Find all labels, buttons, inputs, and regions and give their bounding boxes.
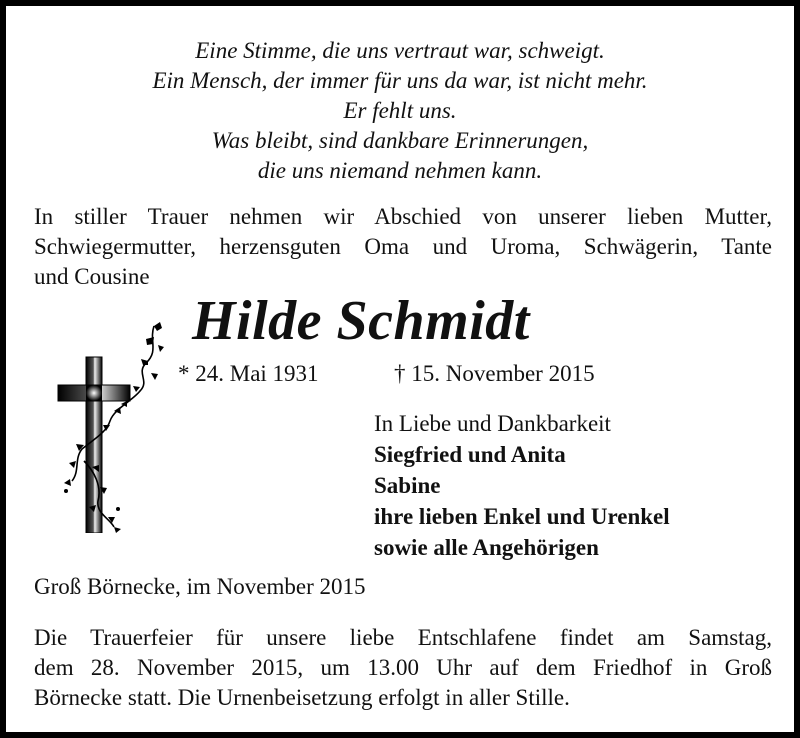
funeral-line: dem 28. November 2015, um 13.00 Uhr auf dem Friedhof in Groß xyxy=(34,655,772,680)
signatories xyxy=(374,408,670,563)
poem-line: Er fehlt uns. xyxy=(343,98,457,123)
poem-line: Ein Mensch, der immer für uns da war, ist nicht mehr. xyxy=(152,68,648,93)
poem-line: die uns niemand nehmen kann. xyxy=(257,158,543,183)
intro-line: und Cousine xyxy=(34,264,150,289)
place-date: Groß Börnecke, im November 2015 xyxy=(34,574,366,599)
death-date: † 15. November 2015 xyxy=(394,361,595,386)
funeral-info xyxy=(34,623,772,713)
signatory-name: sowie alle Angehörigen xyxy=(374,535,599,560)
funeral-line: Börnecke statt. Die Urnenbeisetzung erfolgt in aller Stille. xyxy=(34,685,570,710)
signatory-name: ihre lieben Enkel und Urenkel xyxy=(374,504,670,529)
funeral-line: Die Trauerfeier für unsere liebe Entschlafene findet am Samstag, xyxy=(34,625,772,650)
cross-with-ivy-icon xyxy=(54,321,172,533)
intro-text xyxy=(34,202,772,292)
signatory-name: Siegfried und Anita xyxy=(374,442,566,467)
intro-line: Schwiegermutter, herzensguten Oma und Uroma, Schwägerin, Tante xyxy=(34,234,772,259)
poem-line: Eine Stimme, die uns vertraut war, schweigt. xyxy=(195,38,605,63)
obituary-notice xyxy=(6,6,794,732)
signatories-heading: In Liebe und Dankbarkeit xyxy=(374,411,611,436)
poem-line: Was bleibt, sind dankbare Erinnerungen, xyxy=(211,128,589,153)
birth-date: * 24. Mai 1931 xyxy=(178,361,319,386)
deceased-name: Hilde Schmidt xyxy=(192,290,530,352)
poem xyxy=(6,36,794,186)
intro-line: In stiller Trauer nehmen wir Abschied von unserer lieben Mutter, xyxy=(34,204,772,229)
signatory-name: Sabine xyxy=(374,473,441,498)
